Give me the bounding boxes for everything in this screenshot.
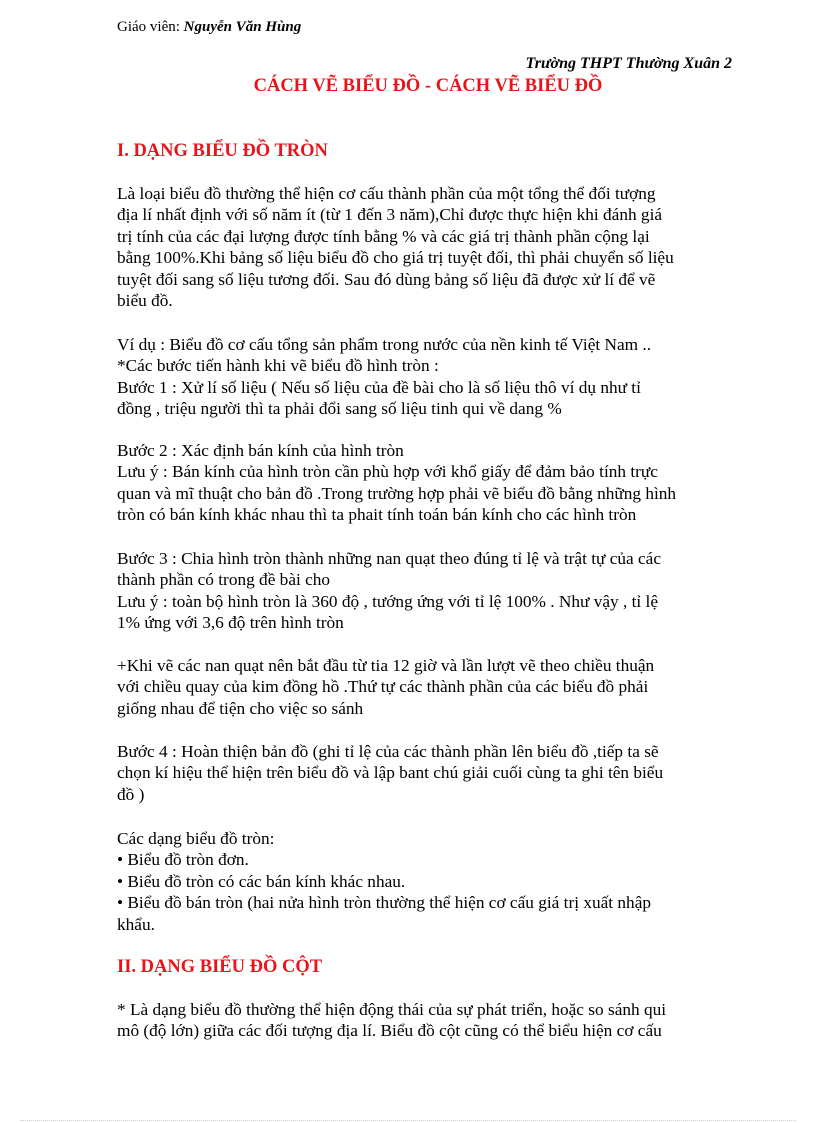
- step-3: [117, 548, 661, 634]
- text-line: Bước 3 : Chia hình tròn thành những nan quạt theo đúng tỉ lệ và trật tự của các: [117, 549, 662, 568]
- section-2-intro: [117, 999, 666, 1042]
- text-line: Lưu ý : Bán kính của hình tròn cần phù hợp với khổ giấy để đảm bảo tính trực: [117, 462, 658, 482]
- section-1-intro: [117, 183, 674, 311]
- text-line: trị tính của các đại lượng được tính bằng % và các giá trị thành phần cộng lại: [117, 226, 650, 246]
- text-line: địa lí nhất định với số năm ít (từ 1 đến 3 năm),Chỉ được thực hiện khi đánh giá: [117, 205, 663, 225]
- text-line: • Biểu đồ tròn đơn.: [117, 850, 249, 870]
- text-line: giống nhau để tiện cho việc so sánh: [117, 698, 364, 718]
- text-line: +Khi vẽ các nan quạt nên bắt đầu từ tia 12 giờ và lần lượt vẽ theo chiều thuận: [117, 656, 655, 675]
- text-line: Bước 2 : Xác định bán kính của hình tròn: [117, 441, 404, 460]
- text-line: • Biểu đồ bán tròn (hai nửa hình tròn thường thể hiện cơ cấu giá trị xuất nhập: [117, 893, 652, 913]
- text-line: Lưu ý : toàn bộ hình tròn là 360 độ , tướng ứng với tỉ lệ 100% . Như vậy , tỉ lệ: [117, 591, 659, 611]
- teacher-label: Giáo viên:: [117, 19, 184, 35]
- text-line: • Biểu đồ tròn có các bán kính khác nhau.: [117, 871, 406, 891]
- page-boundary-divider: [20, 1120, 796, 1121]
- text-line: mô (độ lớn) giữa các đối tượng địa lí. Biểu đồ cột cũng có thể biểu hiện cơ cấu: [117, 1021, 662, 1041]
- example-and-step-1: [117, 334, 651, 420]
- text-line: Bước 4 : Hoàn thiện bản đồ (ghi tỉ lệ của các thành phần lên biểu đồ ,tiếp ta sẽ: [117, 742, 659, 761]
- text-line: Là loại biểu đồ thường thể hiện cơ cấu thành phần của một tổng thể đối tượng: [117, 184, 656, 203]
- teacher-line: [117, 19, 301, 36]
- section-2-heading: II. DẠNG BIỂU ĐỒ CỘT: [117, 957, 323, 977]
- text-line: với chiều quay của kim đồng hồ .Thứ tự các thành phần của các biểu đồ phải: [117, 677, 649, 697]
- text-line: 1% ứng với 3,6 độ trên hình tròn: [117, 613, 344, 633]
- text-line: đồng , triệu người thì ta phải đổi sang số liệu tinh qui về dang %: [117, 399, 562, 419]
- text-line: bằng 100%.Khi bảng số liệu biểu đồ cho giá trị tuyệt đối, thì phải chuyển số liệu: [117, 248, 674, 268]
- teacher-name: Nguyễn Văn Hùng: [183, 19, 302, 35]
- step-4: [117, 741, 663, 805]
- text-line: tròn có bán kính khác nhau thì ta phait tính toán bán kính cho các hình tròn: [117, 505, 637, 525]
- section-1-heading: I. DẠNG BIỂU ĐỒ TRÒN: [117, 141, 328, 161]
- text-line: chọn kí hiệu thể hiện trên biểu đồ và lập bant chú giải cuối cùng ta ghi tên biểu: [117, 763, 664, 783]
- sector-note: [117, 655, 654, 719]
- text-line: khẩu.: [117, 914, 155, 934]
- pie-chart-types: [117, 828, 651, 935]
- text-line: *Các bước tiến hành khi vẽ biểu đồ hình tròn :: [117, 356, 439, 376]
- text-line: * Là dạng biểu đồ thường thể hiện động thái của sự phát triển, hoặc so sánh qui: [117, 1000, 667, 1019]
- text-line: Các dạng biểu đồ tròn:: [117, 829, 275, 848]
- text-line: đồ ): [117, 784, 145, 804]
- text-line: Bước 1 : Xử lí số liệu ( Nếu số liệu của đề bài cho là số liệu thô ví dụ như tỉ: [117, 377, 641, 397]
- school-name: Trường THPT Thường Xuân 2: [525, 55, 732, 72]
- document-title: CÁCH VẼ BIỂU ĐỒ - CÁCH VẼ BIỂU ĐỒ: [253, 76, 603, 96]
- text-line: thành phần có trong đề bài cho: [117, 570, 331, 590]
- text-line: quan và mĩ thuật cho bản đồ .Trong trường hợp phải vẽ biểu đồ bằng những hình: [117, 483, 677, 503]
- text-line: biểu đồ.: [117, 290, 173, 310]
- text-line: tuyệt đối sang số liệu tương đối. Sau đó dùng bảng số liệu đã được xử lí để vẽ: [117, 269, 656, 289]
- text-line: Ví dụ : Biểu đồ cơ cấu tổng sản phẩm trong nước của nền kinh tế Việt Nam ..: [117, 335, 652, 354]
- step-2: [117, 440, 676, 526]
